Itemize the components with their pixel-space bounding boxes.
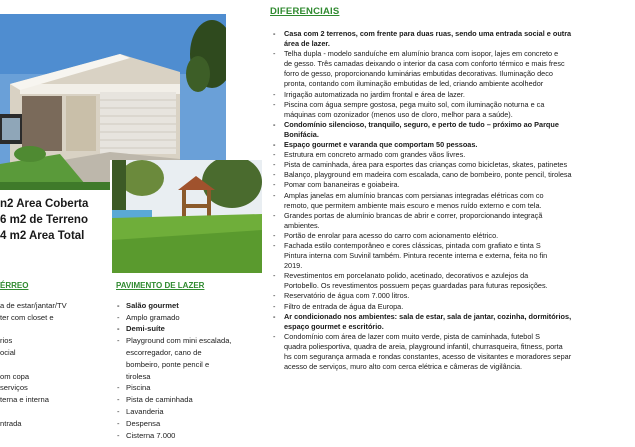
diferenciais-section xyxy=(270,6,635,372)
diferencial-line: espaço gourmet e escritório. xyxy=(284,321,384,331)
lazer-section xyxy=(116,280,266,441)
terreo-item: serviços xyxy=(0,383,28,393)
diferencial-line: Bonifácia. xyxy=(284,129,319,139)
diferencial-item xyxy=(270,120,635,140)
terreo-heading: ÉRREO xyxy=(0,281,29,290)
terreo-item: om copa xyxy=(0,371,30,381)
diferencial-item xyxy=(270,170,635,180)
diferencial-line: remoto, que permitem ambiente mais escuro e menos ruído externo e com tela. xyxy=(284,200,542,210)
diferenciais-heading: DIFERENCIAIS xyxy=(270,6,340,17)
diferencial-line: - Reservatório de água com 7.000 litros. xyxy=(284,291,410,301)
terreo-item: ntrada xyxy=(0,418,22,428)
diferencial-item xyxy=(270,211,635,231)
diferencial-item xyxy=(270,100,635,120)
terreo-item: ocial xyxy=(0,347,16,357)
diferencial-item xyxy=(270,231,635,241)
terreo-item: terna e interna xyxy=(0,395,49,405)
diferencial-line: ambientes. xyxy=(284,220,320,230)
diferencial-line: pronta, contando com iluminação embutidas de led, criando ambiente acolhedor xyxy=(284,79,544,89)
terreo-item: ter com closet e xyxy=(0,312,54,322)
diferencial-item xyxy=(270,291,635,301)
lazer-item: - Pista de caminhada xyxy=(116,394,266,406)
diferencial-line: área de lazer. xyxy=(284,39,330,49)
diferencial-item xyxy=(270,49,635,89)
lazer-item: - Despensa xyxy=(116,418,266,430)
lazer-item: - Piscina xyxy=(116,382,266,394)
diferencial-line: hs com segurança armada e rondas constantes, acesso de visitantes e moradores separ xyxy=(284,352,572,361)
terreo-section xyxy=(0,280,108,430)
lazer-item: - Cisterna 7.000 xyxy=(116,430,266,442)
terreo-list xyxy=(0,300,108,430)
area-summary xyxy=(0,196,108,244)
diferencial-line: - Estrutura em concreto armado com grandes vãos livres. xyxy=(284,150,466,160)
area-terreno: 6 m2 de Terreno xyxy=(0,214,88,226)
lazer-item: - Playground com mini escalada, xyxy=(116,335,266,347)
diferencial-item xyxy=(270,312,635,332)
diferencial-line: de gesso. Três camadas deixando o interior da casa com conforto térmico e mais fresc xyxy=(284,59,565,69)
diferencial-line: - Portão de enrolar para acesso do carro com acionamento elétrico. xyxy=(284,230,499,240)
diferencial-line: - Revestimentos em porcelanato polido, acetinado, decorativos e azulejos da xyxy=(284,271,529,281)
terreo-item: rios xyxy=(0,336,13,346)
diferencial-line: - Grandes portas de alumínio brancas de abrir e correr, proporcionando integraçã xyxy=(284,210,543,220)
diferencial-item xyxy=(270,29,635,49)
area-total: 4 m2 Area Total xyxy=(0,230,85,242)
diferencial-line: - Balanço, playground em madeira com escalada, cano de bombeiro, ponte pencil, tirolesa xyxy=(284,170,572,180)
diferencial-line: - Casa com 2 terrenos, com frente para duas ruas, sendo uma entrada social e outra xyxy=(284,29,572,38)
diferencial-line: - Espaço gourmet e varanda que comportam 50 pessoas. xyxy=(284,140,478,150)
lazer-item: bombeiro, ponte pencil e xyxy=(126,359,210,369)
diferencial-line: forro de gesso, proporcionando luminárias embutidas decorativas. Iluminação deco xyxy=(284,69,553,79)
diferencial-item xyxy=(270,90,635,100)
diferencial-line: quadra poliesportiva, quadra de areia, playground infantil, churrasqueira, fitness, porta xyxy=(284,341,563,351)
diferencial-line: - Piscina com água sempre gostosa, pega muito sol, com iluminação noturna e ca xyxy=(284,99,545,109)
terreo-item xyxy=(0,406,108,418)
lazer-list xyxy=(116,300,266,442)
diferenciais-list xyxy=(270,29,635,372)
diferencial-line: - Fachada estilo contemporâneo e cores clássicas, pintada com grafiato e tinta S xyxy=(284,240,541,250)
diferencial-item xyxy=(270,271,635,291)
lazer-item: tirolesa xyxy=(126,371,151,381)
diferencial-line: - Condomínio com área de lazer com muito verde, pista de caminhada, futebol S xyxy=(284,331,540,341)
diferencial-line: - Amplas janelas em alumínio brancas com persianas integradas elétricas com co xyxy=(284,190,544,200)
diferencial-item xyxy=(270,160,635,170)
lazer-item: - Amplo gramado xyxy=(116,312,266,324)
diferencial-item xyxy=(270,150,635,160)
terreo-item xyxy=(0,323,108,335)
lazer-item: - Salão gourmet xyxy=(116,300,266,312)
diferencial-item xyxy=(270,302,635,312)
lazer-item: - Lavanderia xyxy=(116,406,266,418)
lazer-item: escorregador, cano de xyxy=(126,347,202,357)
diferencial-line: - Irrigação automatizada no jardim frontal e área de lazer. xyxy=(284,89,465,99)
diferencial-line: 2019. xyxy=(284,261,303,271)
diferencial-item xyxy=(270,241,635,271)
terreo-item: a de estar/jantar/TV xyxy=(0,300,67,310)
lazer-item: - Demi-suíte xyxy=(116,323,266,335)
diferencial-item xyxy=(270,332,635,372)
pool-garden-photo xyxy=(110,160,262,273)
diferencial-line: acesso de serviços, muro alto com cerca elétrica e câmeras de vigilância. xyxy=(284,362,523,372)
diferencial-item xyxy=(270,191,635,211)
diferencial-item xyxy=(270,180,635,190)
diferencial-line: Portobello. Os revestimentos possuem peças guardadas para futuras reposições. xyxy=(284,281,548,291)
diferencial-item xyxy=(270,140,635,150)
diferencial-line: máquinas com ozonizador (menos uso de cloro, melhor para a saúde). xyxy=(284,109,513,119)
lazer-heading: PAVIMENTO DE LAZER xyxy=(116,281,205,290)
terreo-item xyxy=(0,359,108,371)
diferencial-line: - Condomínio silencioso, tranquilo, seguro, e perto de tudo – próximo ao Parque xyxy=(284,119,559,129)
diferencial-line: - Telha dupla - modelo sanduíche em alumínio branca com isopor, lajes em concreto e xyxy=(284,49,559,59)
area-coberta: n2 Area Coberta xyxy=(0,198,89,210)
diferencial-line: - Pomar com bananeiras e goiabeira. xyxy=(284,180,400,190)
diferencial-line: - Pista de caminhada, área para esportes das crianças como bicicletas, skates, patinetes xyxy=(284,160,568,170)
diferencial-line: - Ar condicionado nos ambientes: sala de estar, sala de jantar, cozinha, dormitórios, xyxy=(284,311,572,321)
diferencial-line: - Filtro de entrada de água da Europa. xyxy=(284,301,404,311)
diferencial-line: Pintura interna com Suvinil também. Pintura recente interna e externa, feita no fin xyxy=(284,251,548,261)
